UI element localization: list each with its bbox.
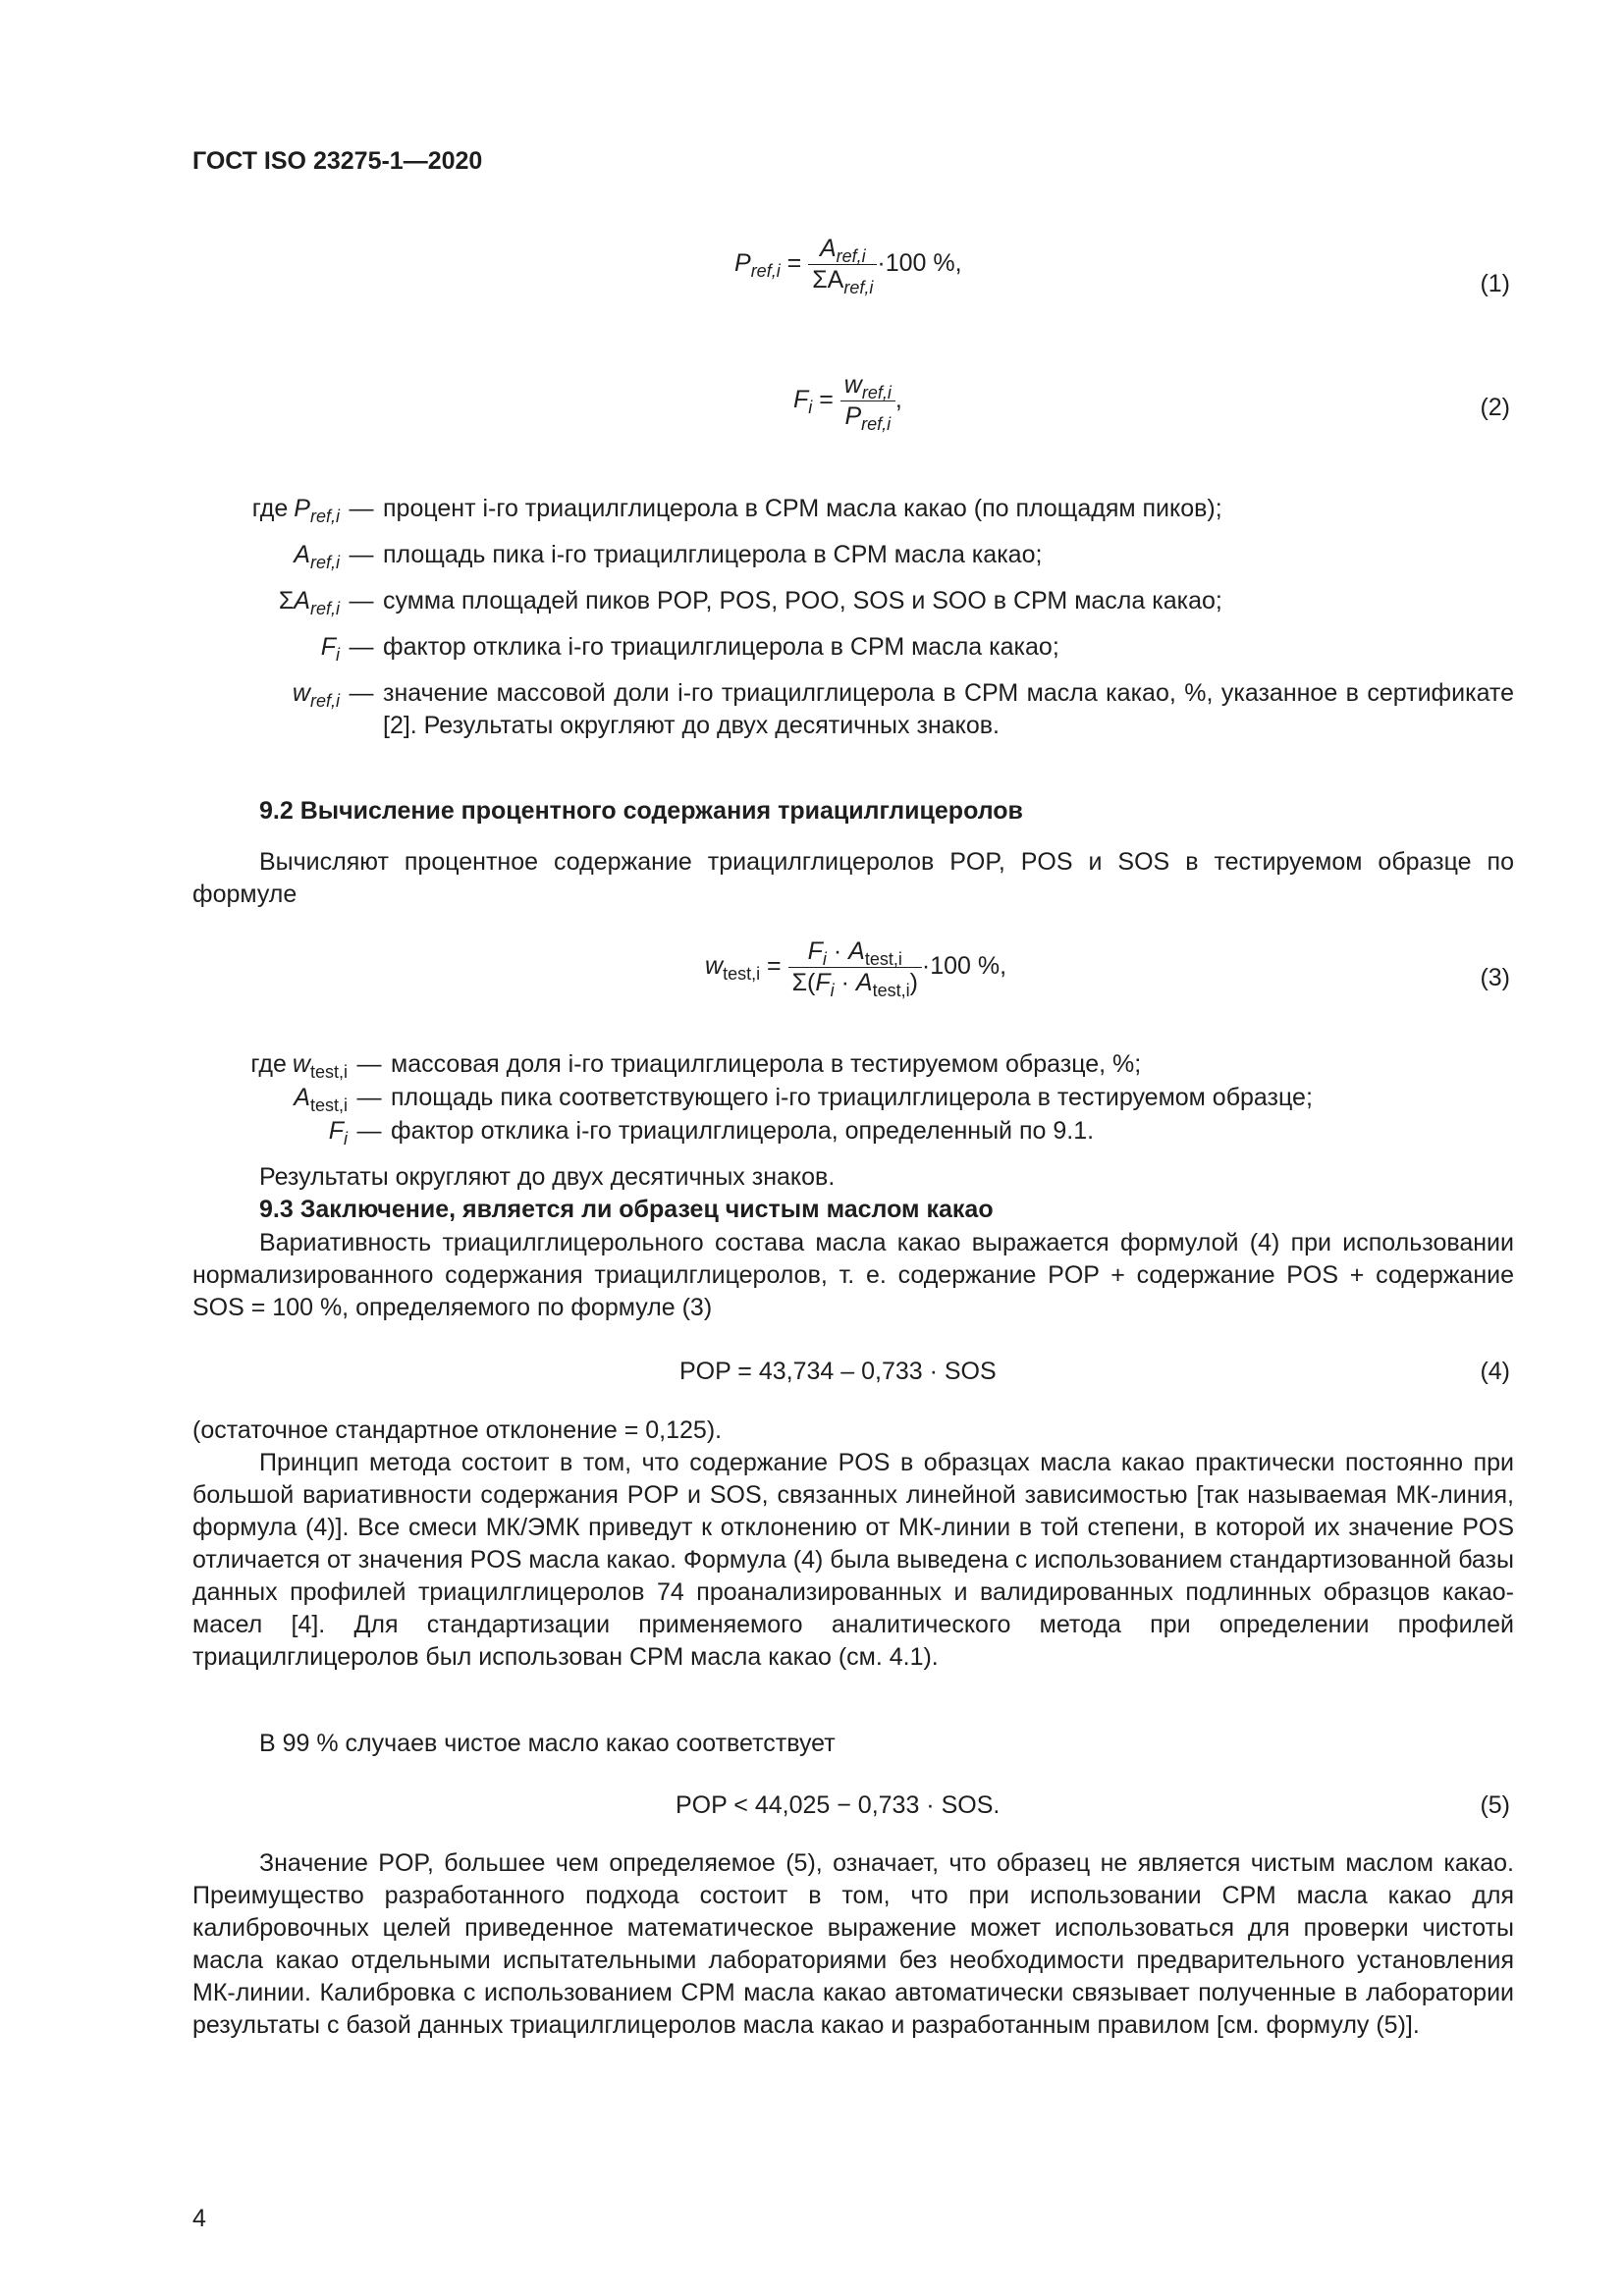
section-9-2-intro: Вычисляют процентное содержание триацилглицеролов POP, POS и SOS в тестируемом образце по формуле: [192, 848, 1514, 908]
definition-row: где $w_{test,i}$ — массовая доля i-го триацилглицерола в тестируемом образце, %;: [250, 1050, 1142, 1082]
section-9-3-paragraph-5: Значение POP, большее чем определяемое (5), означает, что образец не является чистым маслом какао. Преимущество разработанного подхода состоит в том, что при использовании СРМ масла какао для калибровочных целей приведенное математическое выражение может использоваться для проверки чистоты масла какао отдельными испытательными лабораториями без необходимости предварительного установления МК-линии. Калибровка с использованием СРМ масла какао автоматически связывает полученные в лаборатории результаты с базой данных триацилглицеролов масла какао и разработанным правилом [см. формулу (5)].: [192, 1849, 1514, 2039]
section-9-3-paragraph-2: (остаточное стандартное отклонение = 0,125).: [192, 1416, 723, 1444]
definition-row: $A_{ref,i}$ — площадь пика i-го триацилглицерола в СРМ масла какао;: [294, 541, 1043, 572]
formula-3: $w_{test,i}$ = $\frac{F_i \cdot A_{test,i}}{\Sigma(F_i \cdot A_{test,i})}$ ·100 %,: [705, 937, 1007, 1000]
definitions-list-1: [192, 493, 1514, 756]
definition-row: $w_{ref,i}$ — значение массовой доли i-го триацилглицерола в СРМ масла какао, %, указанное в сертификате [2]. Результаты округляют до двух десятичных знаков.: [292, 679, 1514, 739]
definition-row: где $P_{ref,i}$ — процент i-го триацилглицерола в СРМ масла какао (по площадям пиков);: [251, 495, 1222, 526]
formula-3-fraction: $\frac{F_i \cdot A_{test,i}}{\Sigma(F_i \cdot A_{test,i})}$: [788, 936, 922, 998]
definition-row: $F_i$ — фактор отклика i-го триацилглицерола, определенный по 9.1.: [328, 1117, 1095, 1148]
equation-number-3: (3): [1480, 964, 1510, 991]
definition-row: $F_i$ — фактор отклика i-го триацилглицерола в СРМ масла какао;: [320, 633, 1059, 665]
equation-number-5: (5): [1480, 1791, 1510, 1819]
definitions-list-2: [192, 1048, 1514, 1148]
formula-4: POP = 43,734 – 0,733 · SOS: [679, 1358, 997, 1385]
formula-2: $F_i$ = $\frac{w_{ref,i}}{P_{ref,i}}$ ,: [793, 371, 902, 434]
section-9-3-paragraph-3: Принцип метода состоит в том, что содержание POS в образцах масла какао практически постоянно при большой вариативности содержания POP и SOS, связанных линейной зависимостью [так называемая МК-линия, формула (4)]. Все смеси МК/ЭМК приведут к отклонению от МК-линии в той степени, в которой их значение POS отличается от значения POS масла какао. Формула (4) была выведена с использованием стандартизованной базы данных профилей триацилглицеролов 74 проанализированных и валидированных подлинных образцов какао-масел [4]. Для стандартизации применяемого аналитического метода при определении профилей триацилглицеролов был использован СРМ масла какао (см. 4.1).: [192, 1449, 1514, 1671]
formula-2-fraction: $\frac{w_{ref,i}}{P_{ref,i}}$: [840, 370, 895, 432]
section-9-3-paragraph-1: Вариативность триацилглицерольного состава масла какао выражается формулой (4) при использовании нормализированного содержания триацилглицеролов, т. е. содержание POP + содержание POS + содержание SOS = 100 %, определяемого по формуле (3): [192, 1229, 1514, 1321]
equation-number-1: (1): [1480, 270, 1510, 297]
page-number: 4: [192, 2205, 206, 2232]
formula-1: $P_{ref,i}$ = $\frac{A_{ref,i}}{\Sigma A_{ref,i}}$ ·100 %,: [734, 235, 962, 297]
section-9-3-paragraph-4: В 99 % случаев чистое масло какао соответствует: [259, 1730, 836, 1757]
equation-number-2: (2): [1480, 394, 1510, 421]
section-9-3-title: 9.3 Заключение, является ли образец чистым маслом какао: [259, 1196, 994, 1223]
equation-number-4: (4): [1480, 1358, 1510, 1385]
document-header: ГОСТ ISO 23275-1—2020: [192, 147, 483, 175]
section-9-2-title: 9.2 Вычисление процентного содержания триацилглицеролов: [259, 797, 1023, 825]
rounding-note: Результаты округляют до двух десятичных знаков.: [259, 1163, 836, 1191]
formula-5: POP < 44,025 − 0,733 · SOS.: [676, 1791, 1001, 1819]
definition-row: $\Sigma A_{ref,i}$ — сумма площадей пиков POP, POS, POO, SOS и SOO в СРМ масла какао;: [278, 587, 1222, 618]
definition-row: $A_{test,i}$ — площадь пика соответствующего i-го триацилглицерола в тестируемом образце;: [294, 1084, 1313, 1115]
formula-1-fraction: $\frac{A_{ref,i}}{\Sigma A_{ref,i}}$: [808, 234, 877, 295]
